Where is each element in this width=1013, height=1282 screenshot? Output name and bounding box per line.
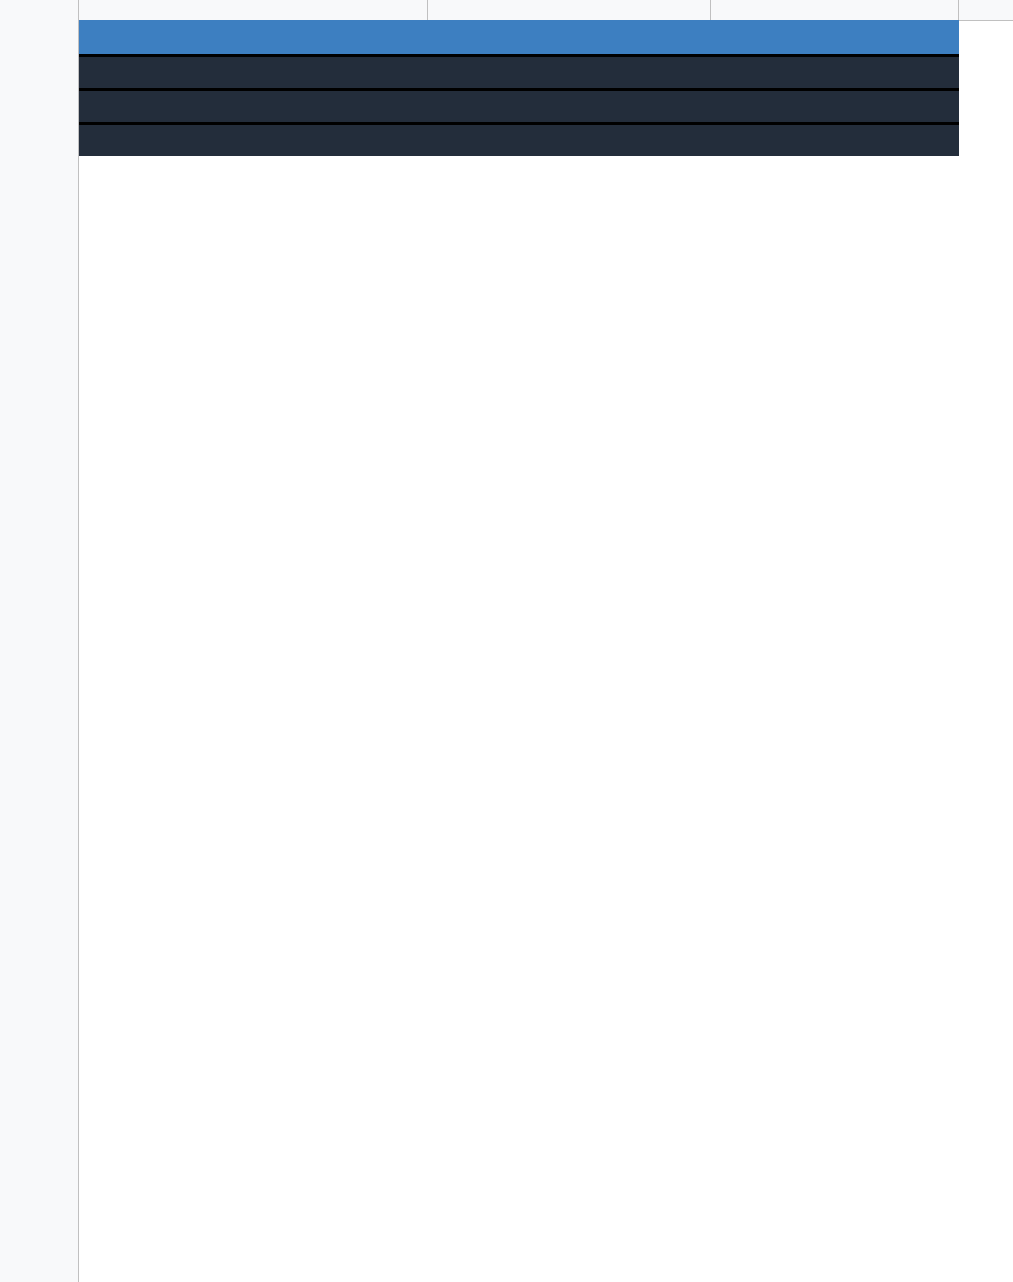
- report-title-header[interactable]: [79, 88, 959, 122]
- column-header-strip: [0, 0, 1013, 21]
- row-number-gutter: [0, 20, 79, 1282]
- column-separator: [958, 0, 959, 20]
- report-date-header[interactable]: [79, 122, 959, 156]
- system-note-header[interactable]: [79, 20, 959, 54]
- column-separator: [710, 0, 711, 20]
- column-separator: [78, 0, 79, 20]
- column-separator: [427, 0, 428, 20]
- company-name-header[interactable]: [79, 54, 959, 88]
- trial-balance-grid: [79, 20, 1013, 1282]
